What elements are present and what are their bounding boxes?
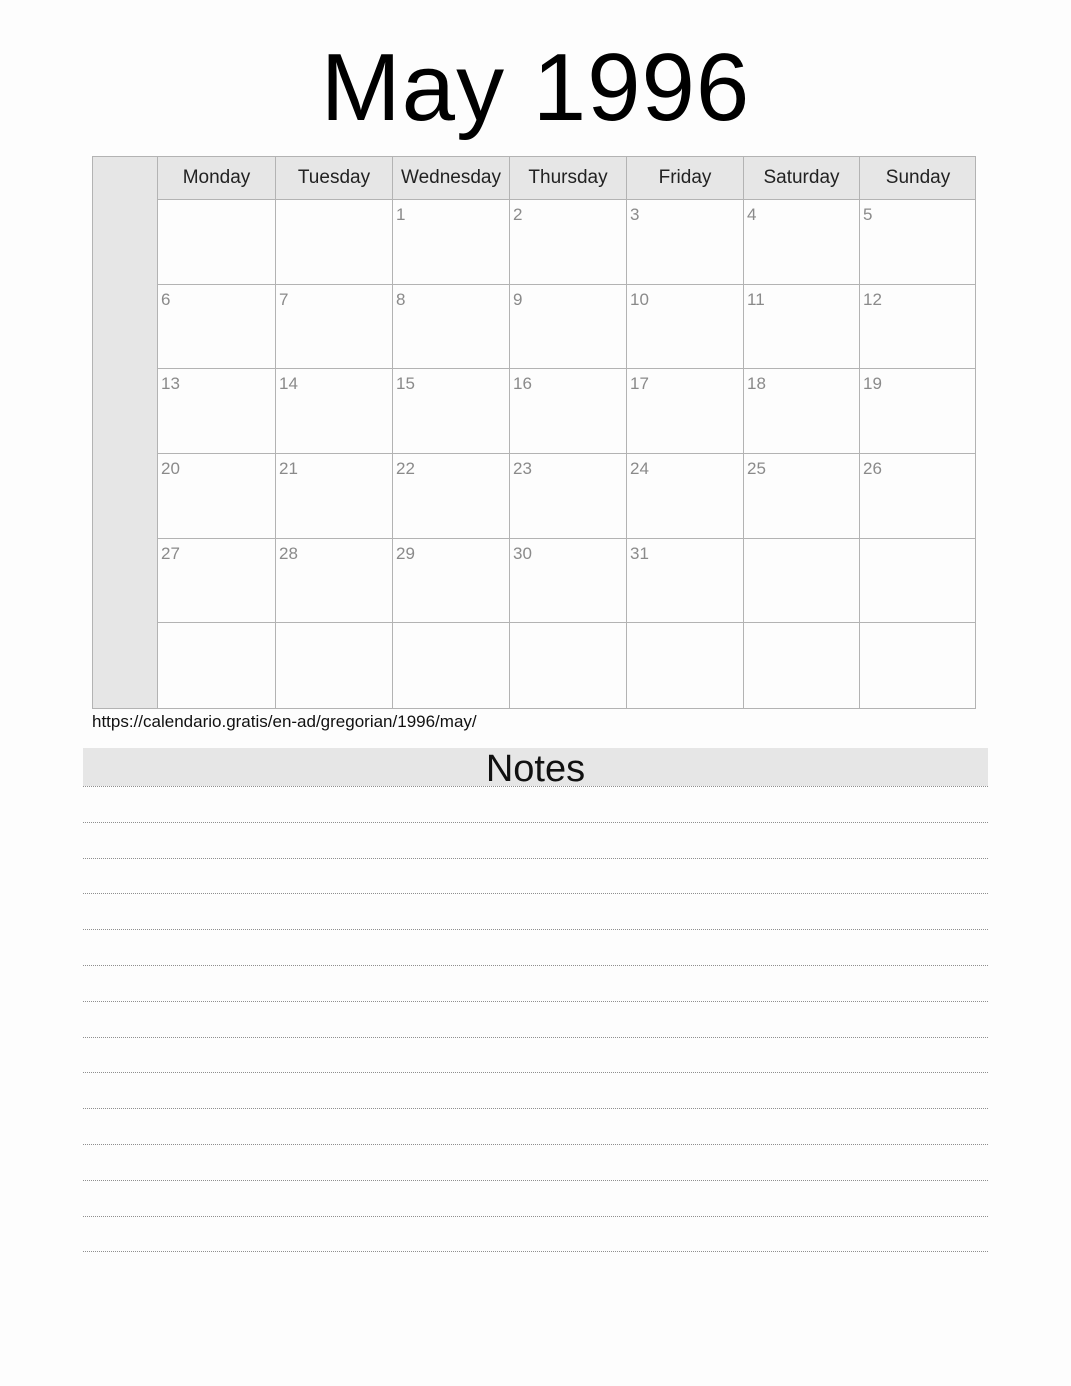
note-line (83, 965, 988, 966)
day-cell (275, 200, 392, 285)
day-cell (743, 623, 859, 708)
day-cell (158, 285, 275, 370)
day-cell (392, 369, 509, 454)
day-number: 14 (279, 374, 298, 394)
note-line (83, 893, 988, 894)
week-number-column (93, 157, 158, 708)
day-cell (158, 200, 275, 285)
day-cell (859, 623, 976, 708)
day-grid (158, 200, 975, 708)
day-cell (392, 539, 509, 624)
day-cell (743, 369, 859, 454)
day-cell (743, 285, 859, 370)
day-cell (509, 285, 626, 370)
day-cell (626, 454, 743, 539)
day-number: 12 (863, 289, 882, 309)
day-number: 20 (161, 458, 180, 478)
day-cell (509, 200, 626, 285)
weekday-header-row (158, 157, 975, 200)
weekday-header: Wednesday (392, 157, 509, 199)
day-number: 5 (863, 205, 873, 224)
day-cell (509, 369, 626, 454)
day-number: 11 (747, 289, 765, 309)
day-number: 19 (863, 374, 882, 394)
note-line (83, 786, 988, 787)
calendar-grid (92, 156, 976, 709)
day-number: 21 (279, 458, 298, 478)
note-line (83, 822, 988, 823)
day-cell (626, 369, 743, 454)
day-number: 9 (513, 289, 523, 309)
notes-heading: Notes (83, 748, 988, 786)
day-number: 26 (863, 458, 882, 478)
weekday-header: Sunday (859, 157, 976, 199)
day-cell (392, 623, 509, 708)
day-cell (859, 200, 976, 285)
day-cell (859, 285, 976, 370)
page-title: May 1996 (320, 34, 751, 141)
day-number: 31 (630, 543, 649, 563)
day-number: 23 (513, 458, 532, 478)
day-cell (626, 623, 743, 708)
day-cell (392, 285, 509, 370)
day-cell (158, 454, 275, 539)
day-number: 2 (513, 205, 523, 224)
note-line (83, 1251, 988, 1252)
day-cell (859, 539, 976, 624)
weekday-header: Saturday (743, 157, 859, 199)
day-cell (275, 454, 392, 539)
day-number: 25 (747, 458, 766, 478)
day-cell (392, 454, 509, 539)
note-line (83, 1216, 988, 1217)
note-line (83, 858, 988, 859)
day-cell (626, 200, 743, 285)
day-number: 10 (630, 289, 649, 309)
day-number: 22 (396, 458, 415, 478)
day-number: 8 (396, 289, 406, 309)
day-cell (275, 369, 392, 454)
day-cell (275, 285, 392, 370)
day-cell (509, 454, 626, 539)
day-cell (859, 454, 976, 539)
note-line (83, 929, 988, 930)
day-cell (392, 200, 509, 285)
day-number: 27 (161, 543, 180, 563)
day-cell (158, 539, 275, 624)
day-number: 4 (747, 205, 757, 224)
weekday-header: Tuesday (275, 157, 392, 199)
day-number: 24 (630, 458, 649, 478)
note-line (83, 1001, 988, 1002)
note-line (83, 1144, 988, 1145)
day-cell (743, 539, 859, 624)
day-number: 1 (396, 205, 406, 224)
weekday-header: Thursday (509, 157, 626, 199)
weekday-header: Monday (182, 167, 251, 188)
day-number: 30 (513, 543, 532, 563)
source-url: https://calendario.gratis/en-ad/gregorian/1996/may/ (92, 712, 477, 731)
day-number: 17 (630, 374, 649, 394)
day-cell (509, 539, 626, 624)
day-cell (158, 369, 275, 454)
day-cell (275, 539, 392, 624)
day-number: 3 (630, 205, 640, 224)
day-number: 28 (279, 543, 298, 563)
day-cell (275, 623, 392, 708)
note-line (83, 1072, 988, 1073)
day-cell (158, 623, 275, 708)
day-cell (859, 369, 976, 454)
day-number: 16 (513, 374, 532, 394)
day-cell (509, 623, 626, 708)
day-number: 13 (161, 374, 180, 394)
day-cell (626, 539, 743, 624)
day-cell (743, 454, 859, 539)
day-number: 29 (396, 543, 415, 563)
day-number: 15 (396, 374, 415, 394)
day-cell (743, 200, 859, 285)
note-line (83, 1180, 988, 1181)
day-number: 6 (161, 289, 171, 309)
day-number: 18 (747, 374, 766, 394)
weekday-header: Friday (626, 157, 743, 199)
note-line (83, 1108, 988, 1109)
day-cell (626, 285, 743, 370)
note-line (83, 1037, 988, 1038)
day-number: 7 (279, 289, 289, 309)
